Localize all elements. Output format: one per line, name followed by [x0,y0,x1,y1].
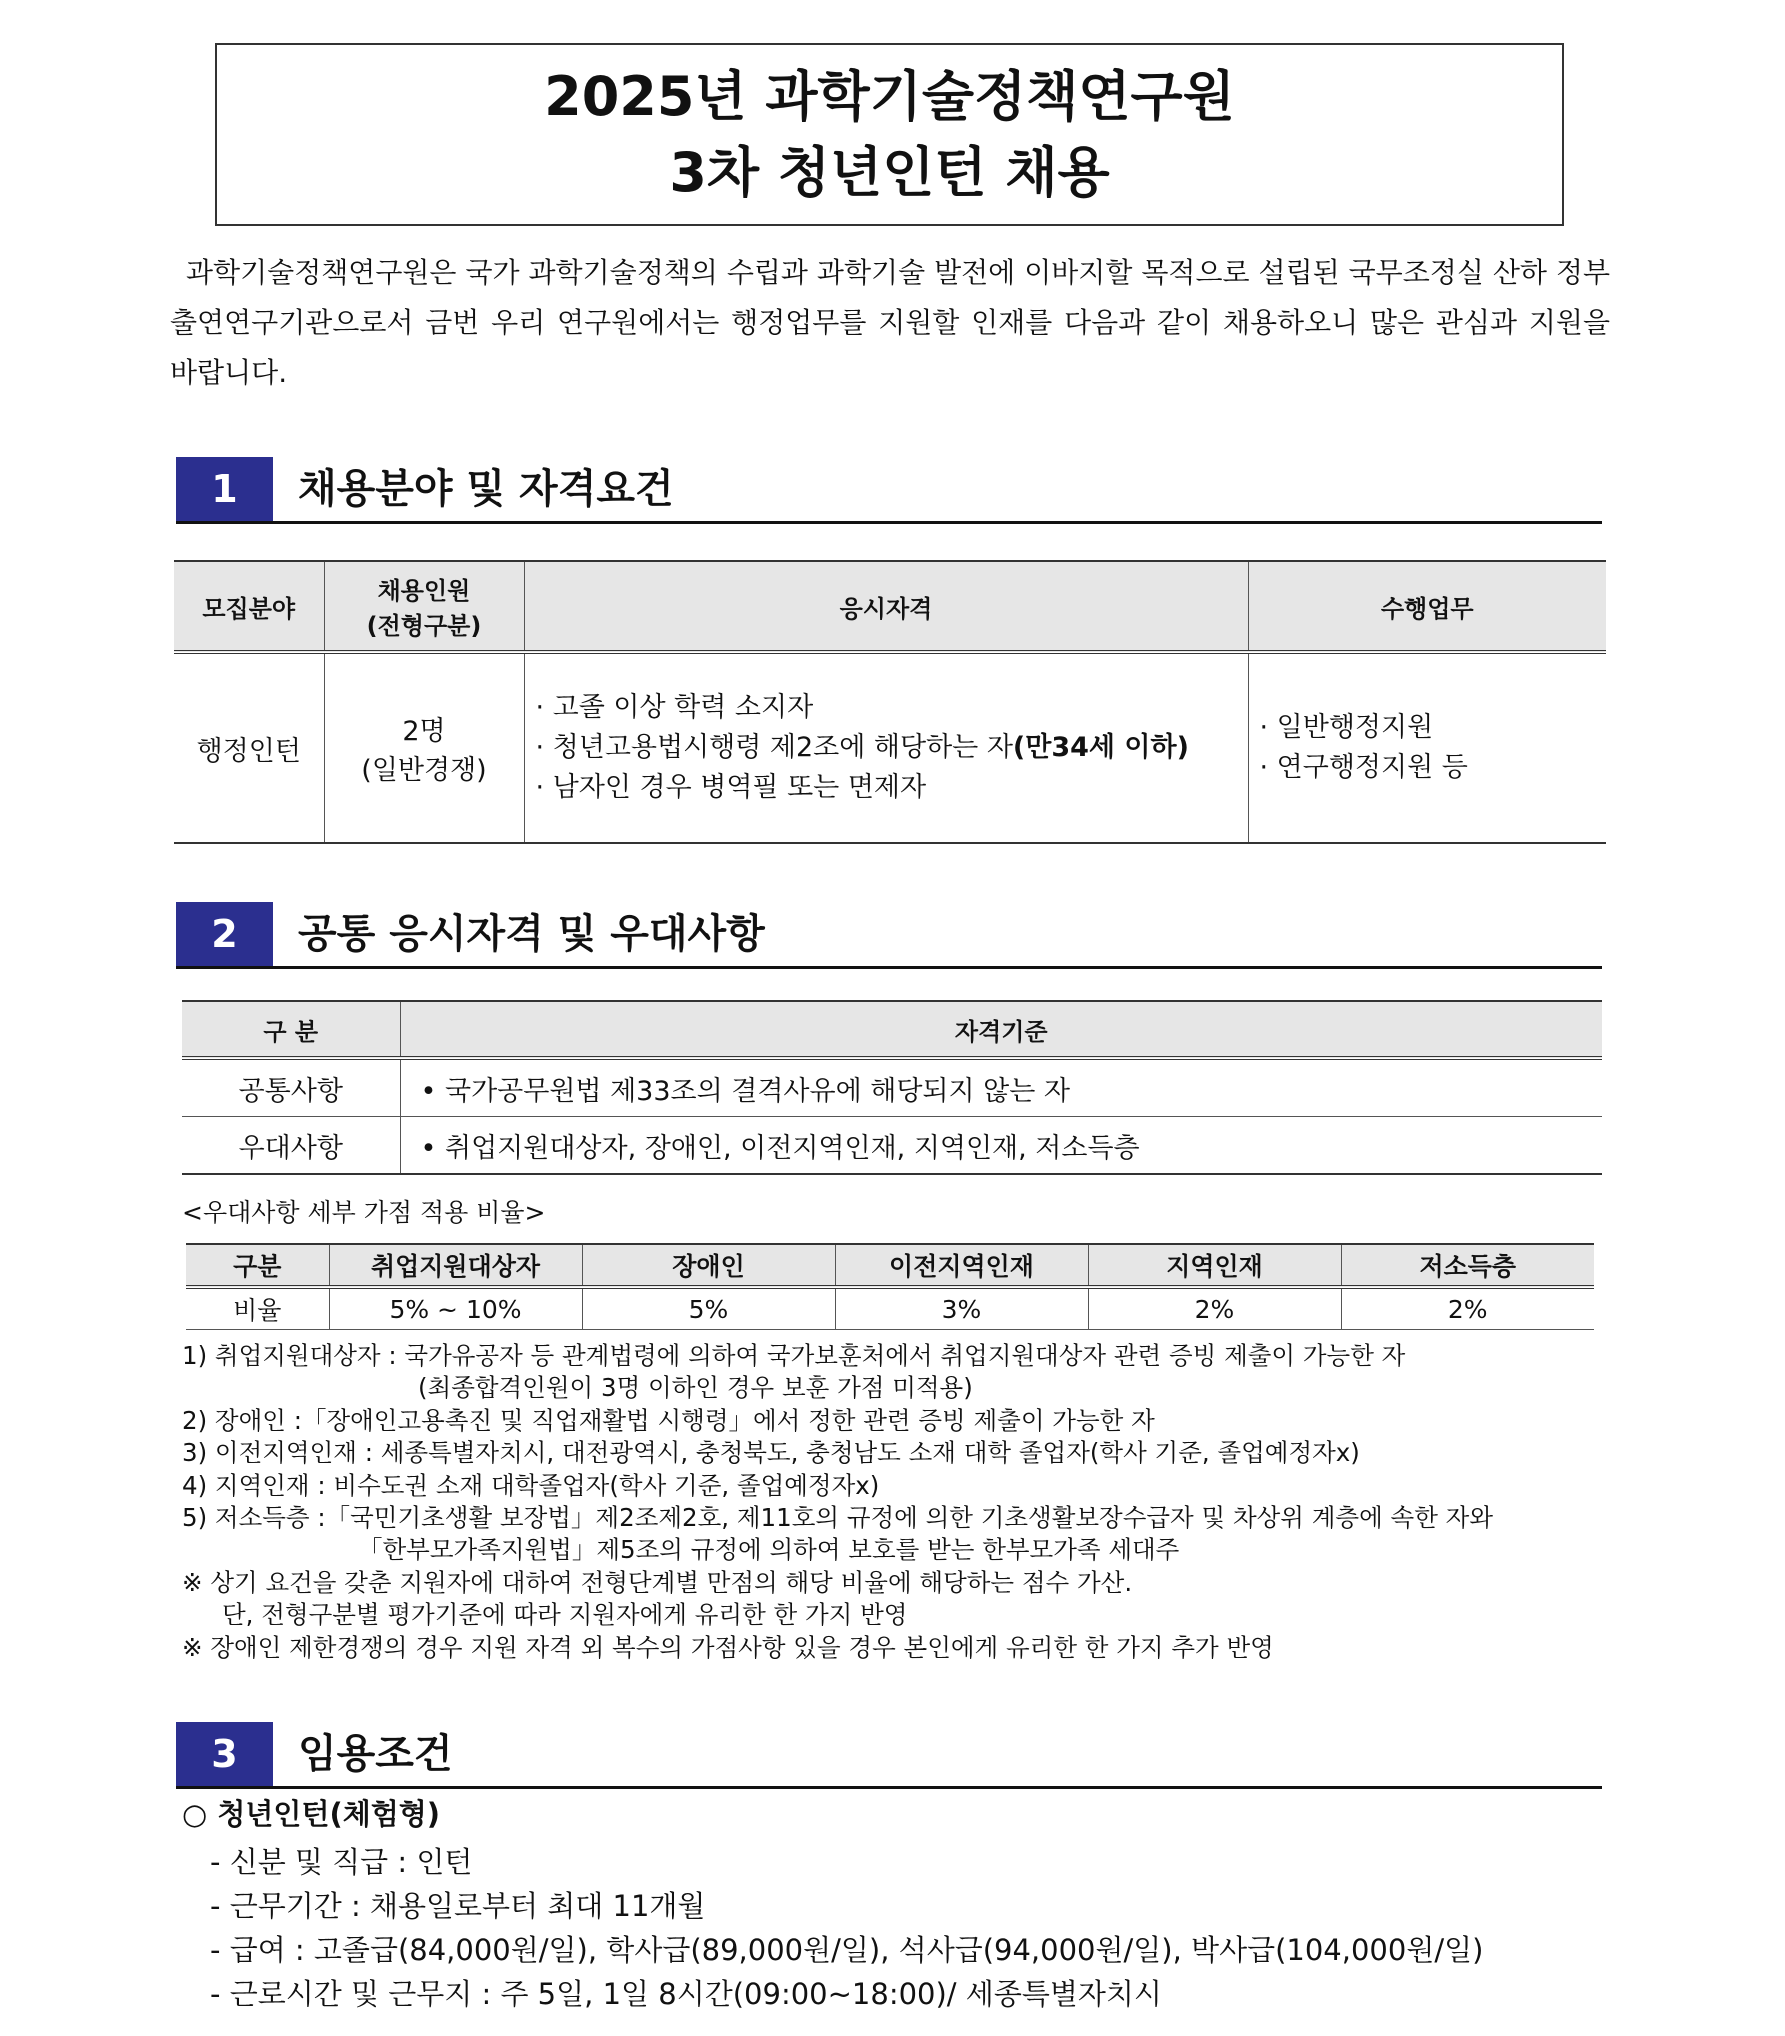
note-line: ※ 장애인 제한경쟁의 경우 지원 자격 외 복수의 가점사항 있을 경우 본인에게 유리한 한 가지 추가 반영 [182,1632,1274,1662]
conditions-list [210,1840,1483,2016]
list-item: - 급여 : 고졸급(84,000원/일), 학사급(89,000원/일), 석사급(94,000원/일), 박사급(104,000원/일) [210,1928,1483,1972]
cell-field: 행정인턴 [174,652,324,843]
header-criteria: 자격기준 [400,1001,1602,1058]
list-item: · 일반행정지원 [1260,708,1606,748]
note-line: 1) 취업지원대상자 : 국가유공자 등 관계법령에 의하여 국가보훈처에서 취업지원대상자 관련 증빙 제출이 가능한 자 [182,1341,1406,1370]
table-row: 비율 5% ~ 10% 5% 3% 2% 2% [186,1287,1594,1330]
list-item: · 고졸 이상 학력 소지자 [536,688,1247,728]
title-line-1: 2025년 과학기술정책연구원 [544,65,1235,128]
title-line-2: 3차 청년인턴 채용 [669,141,1110,204]
list-item: · 남자인 경우 병역필 또는 면제자 [536,768,1247,808]
section-2-header [176,902,1602,969]
table-row: 공통사항 • 국가공무원법 제33조의 결격사유에 해당되지 않는 자 [182,1058,1602,1117]
note-line: 3) 이전지역인재 : 세종특별자치시, 대전광역시, 충청북도, 충청남도 소재 대학 졸업자(학사 기준, 졸업예정자x) [182,1438,1360,1468]
cell-qualification [524,652,1248,843]
list-item: · 연구행정지원 등 [1260,748,1606,788]
header-duty: 수행업무 [1248,561,1606,652]
section-number: 2 [176,902,273,966]
list-item: - 근무기간 : 채용일로부터 최대 11개월 [210,1884,1483,1928]
section-title: 임용조건 [298,1731,453,1777]
conditions-heading: ○ 청년인턴(체험형) [182,1797,441,1831]
note-line: 2) 장애인 :「장애인고용촉진 및 직업재활법 시행령」에서 정한 관련 증빙 제출이 가능한 자 [182,1405,1155,1435]
list-item: - 근로시간 및 근무지 : 주 5일, 1일 8시간(09:00~18:00)/ 세종특별자치시 [210,1972,1483,2016]
intro-text: 과학기술정책연구원은 국가 과학기술정책의 수립과 과학기술 발전에 이바지할 목적으로 설립된 국무조정실 산하 정부출연연구기관으로서 금번 우리 연구원에서는 행정업무를 지원할 인재를 다음과 같이 채용하오니 많은 관심과 지원을 바랍니다. [170,256,1610,389]
header-qualification: 응시자격 [524,561,1248,652]
section-title: 공통 응시자격 및 우대사항 [298,911,765,957]
note-line: ※ 상기 요건을 갖춘 지원자에 대하여 전형단계별 만점의 해당 비율에 해당하는 점수 가산. [182,1567,1133,1597]
section-number: 3 [176,1722,273,1786]
title-box [215,43,1564,226]
intro-paragraph [170,248,1610,398]
note-line: 단, 전형구분별 평가기준에 따라 지원자에게 유리한 한 가지 반영 [222,1600,908,1630]
rate-caption: <우대사항 세부 가점 적용 비율> [182,1198,546,1227]
list-item: · 청년고용법시행령 제2조에 해당하는 자(만34세 이하) [536,728,1247,768]
table-row [174,652,1606,843]
table-row: 우대사항 • 취업지원대상자, 장애인, 이전지역인재, 지역인재, 저소득층 [182,1117,1602,1175]
header-count: 채용인원 (전형구분) [324,561,524,652]
age-limit: (만34세 이하) [1012,732,1189,763]
recruitment-table [174,560,1606,844]
note-line: (최종합격인원이 3명 이하인 경우 보훈 가점 미적용) [418,1373,973,1403]
cell-duty [1248,652,1606,843]
header-field: 모집분야 [174,561,324,652]
cell-count: 2명 (일반경쟁) [324,652,524,843]
notes [182,1340,1608,1664]
note-line: 「한부모가족지원법」제5조의 규정에 의하여 보호를 받는 한부모가족 세대주 [358,1535,1180,1565]
note-line: 4) 지역인재 : 비수도권 소재 대학졸업자(학사 기준, 졸업예정자x) [182,1470,880,1500]
section-1-header [176,457,1602,524]
section-3-header [176,1722,1602,1789]
qualification-table [182,1000,1602,1175]
list-item: - 신분 및 직급 : 인턴 [210,1840,1483,1884]
bonus-rate-table: 구분 취업지원대상자 장애인 이전지역인재 지역인재 저소득층 비율 5% ~ 10% 5% 3% 2% 2% [186,1243,1594,1330]
header-category: 구 분 [182,1001,400,1058]
note-line: 5) 저소득층 :「국민기초생활 보장법」제2조제2호, 제11호의 규정에 의한 기초생활보장수급자 및 차상위 계층에 속한 자와 [182,1503,1494,1533]
section-title: 채용분야 및 자격요건 [298,466,674,512]
section-number: 1 [176,457,273,521]
